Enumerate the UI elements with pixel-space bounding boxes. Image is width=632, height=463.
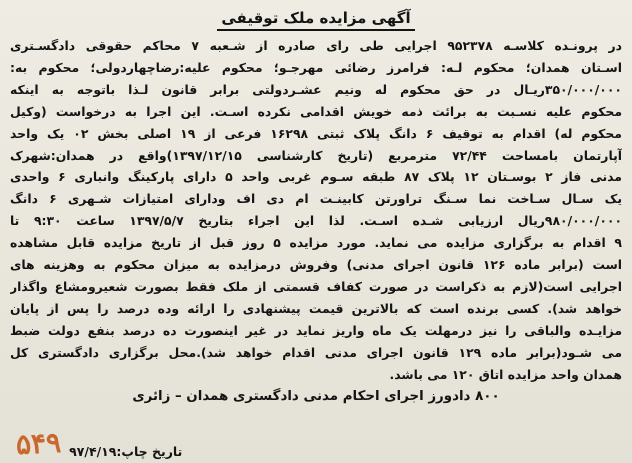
title-wrapper	[10, 8, 622, 31]
body-line: یک سـال سـاخت نما سـنگ تراورتن کابینـت ام دی اف ودارای امتیازات شـهری ۶ دانگ	[10, 191, 622, 207]
body-line: مدنی فاز ۲ بوسـتان ۱۲ پلاک ۸۷ طبقه سـوم غربی واحد ۵ دارای پارکینگ وانباری ۶ واحدی	[10, 169, 622, 185]
body-line: اجرایی است(لازم به ذکراست در صورت کفاف قسمتی از ملک فقط بصورت شعیرومشاع واگذار	[10, 278, 622, 294]
handwritten-stamp-number: ۵۴۹	[15, 425, 62, 462]
signature-line: ۸۰۰ دادورز اجرای احکام مدنی دادگستری همدان – زائری	[132, 388, 500, 404]
body-line: ۹ اقدام به برگزاری مزایده می نماید. مورد مزایده ۵ روز قبل از تاریخ مزایده قابل مشاهده	[10, 235, 622, 251]
body-line: است (برابر ماده ۱۲۶ قانون اجرای مدنی) وفروش درمزایده به میزان محکوم به وهزینه های	[10, 257, 622, 273]
body-line: مزایـده والباقی را نیز درمهلت یک ماه واریز نماید در غیر اینصورت ده درصد بنفع دولت ضبط	[10, 322, 622, 338]
notice-title: آگهی مزایده ملک توقیفی	[217, 9, 414, 31]
notice-body	[10, 35, 622, 386]
print-date: تاریخ چاپ:۹۷/۴/۱۹	[69, 444, 183, 459]
body-line: در پرونـده کلاسـه ۹۵۲۳۷۸ اجرایی طی رای صادره از شـعبه ۷ محاکم حقوقی دادگسـتری	[10, 38, 622, 53]
body-line: می شـود(برابر ماده ۱۲۹ قانون اجرای مدنی اقدام خواهد شد).محل برگزاری دادگستری کل	[10, 344, 622, 360]
body-line: همدان واحد مزایده اتاق ۱۲۰ می باشد.	[389, 366, 622, 382]
body-line: محکوم علیه نسـبت به برائت ذمه خویش اقدامی نکرده اسـت. این اجرا به درخواست (وکیل	[10, 103, 622, 119]
body-line: ۳۵۰/۰۰۰/۰۰۰ریـال در حق محکوم له ونیم عشـردولتی برابر قانون لـذا باتوجه به اینکه	[10, 81, 622, 97]
body-line: محکوم له) اقدام به توقیف ۶ دانگ پلاک ثبتی ۱۶۲۹۸ فرعی از ۱۹ اصلی بخش ۰۲ یک واحد	[10, 125, 622, 141]
body-line: اسـتان همدان؛ محکوم لـه: فرامرز رضائی مهرجـو؛ محکوم علیه:رضاچهاردولی؛ محکوم به:	[10, 59, 622, 75]
body-line: ۹۸۰/۰۰۰/۰۰۰ریال ارزیابی شـده اسـت. لذا این اجراء بتاریخ ۱۳۹۷/۵/۷ ساعت ۹:۳۰ تا	[10, 213, 622, 229]
body-line: خواهد شد). کسی برنده است که بالاترین قیمت پیشنهادی را ارائه وده درصد را پس از پایان	[10, 300, 622, 316]
footer	[15, 425, 183, 462]
body-line: آپارتمان بامساحت ۷۲/۴۴ مترمربع (تاریخ کارشناسی ۱۳۹۷/۱۲/۱۵)واقع در همدان:شهرک	[10, 147, 622, 163]
